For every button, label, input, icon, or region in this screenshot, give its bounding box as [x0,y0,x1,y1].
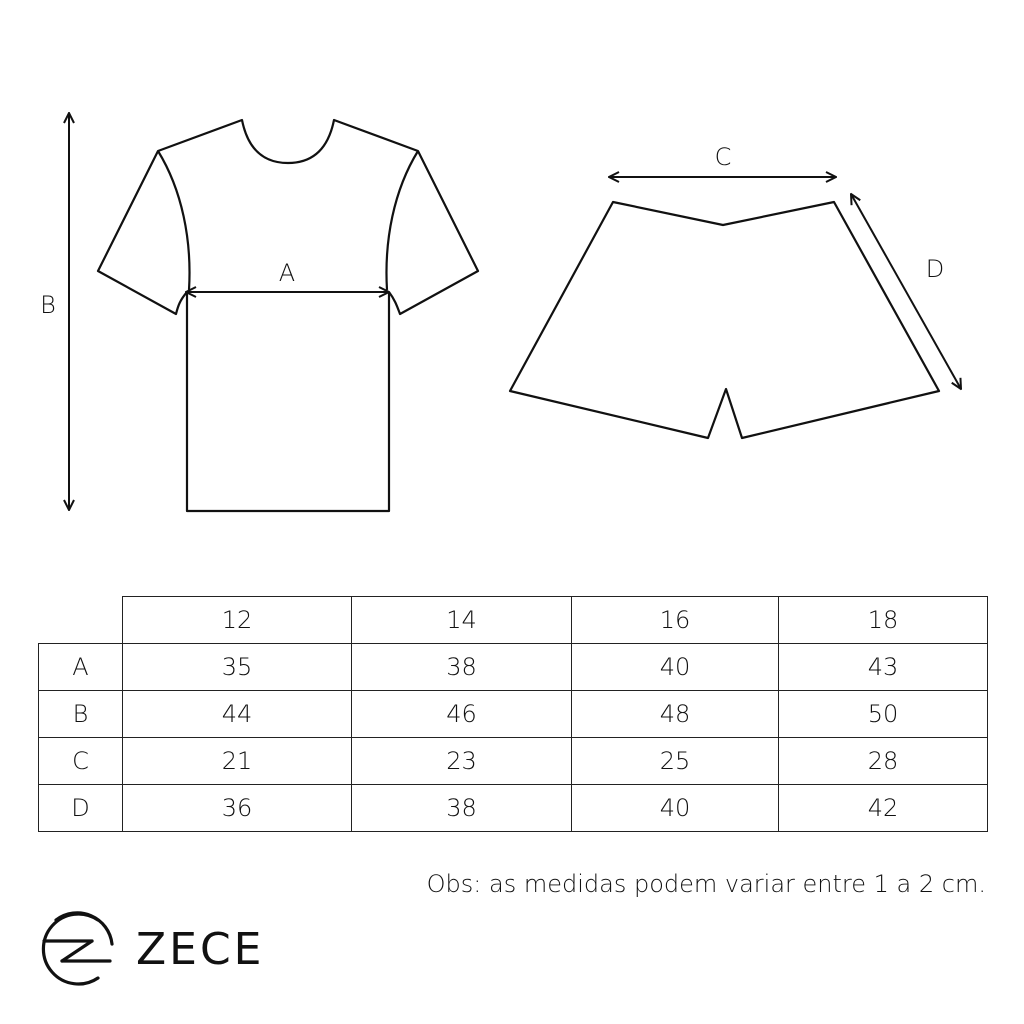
table-cell: 50 [779,691,988,738]
z-circle-logo-icon [36,908,118,990]
label-a: A [278,259,296,287]
table-cell: 44 [123,691,352,738]
label-d: D [925,255,945,283]
table-cell: 48 [572,691,779,738]
tshirt-icon [98,120,478,511]
table-row [39,644,988,691]
size-header: 12 [123,597,352,644]
row-label: B [39,691,123,738]
measurement-note: Obs: as medidas podem variar entre 1 a 2 cm. [426,870,986,898]
table-cell: 40 [572,644,779,691]
size-table [38,596,988,832]
table-cell: 43 [779,644,988,691]
table-cell: 46 [352,691,572,738]
table-corner [39,597,123,644]
size-header: 14 [352,597,572,644]
table-cell: 23 [352,738,572,785]
shorts-length-arrow [851,194,961,389]
size-header: 18 [779,597,988,644]
row-label: C [39,738,123,785]
table-cell: 25 [572,738,779,785]
table-cell: 36 [123,785,352,832]
size-header: 16 [572,597,779,644]
table-cell: 38 [352,785,572,832]
table-cell: 40 [572,785,779,832]
table-cell: 42 [779,785,988,832]
row-label: D [39,785,123,832]
brand-name: ZECE [136,923,265,975]
brand-logo [36,906,264,992]
table-row [39,785,988,832]
table-cell: 35 [123,644,352,691]
table-cell: 38 [352,644,572,691]
table-cell: 28 [779,738,988,785]
table-row [39,691,988,738]
table-cell: 21 [123,738,352,785]
table-row [39,738,988,785]
row-label: A [39,644,123,691]
table-header-row [39,597,988,644]
label-c: C [714,143,732,171]
label-b: B [40,291,56,319]
